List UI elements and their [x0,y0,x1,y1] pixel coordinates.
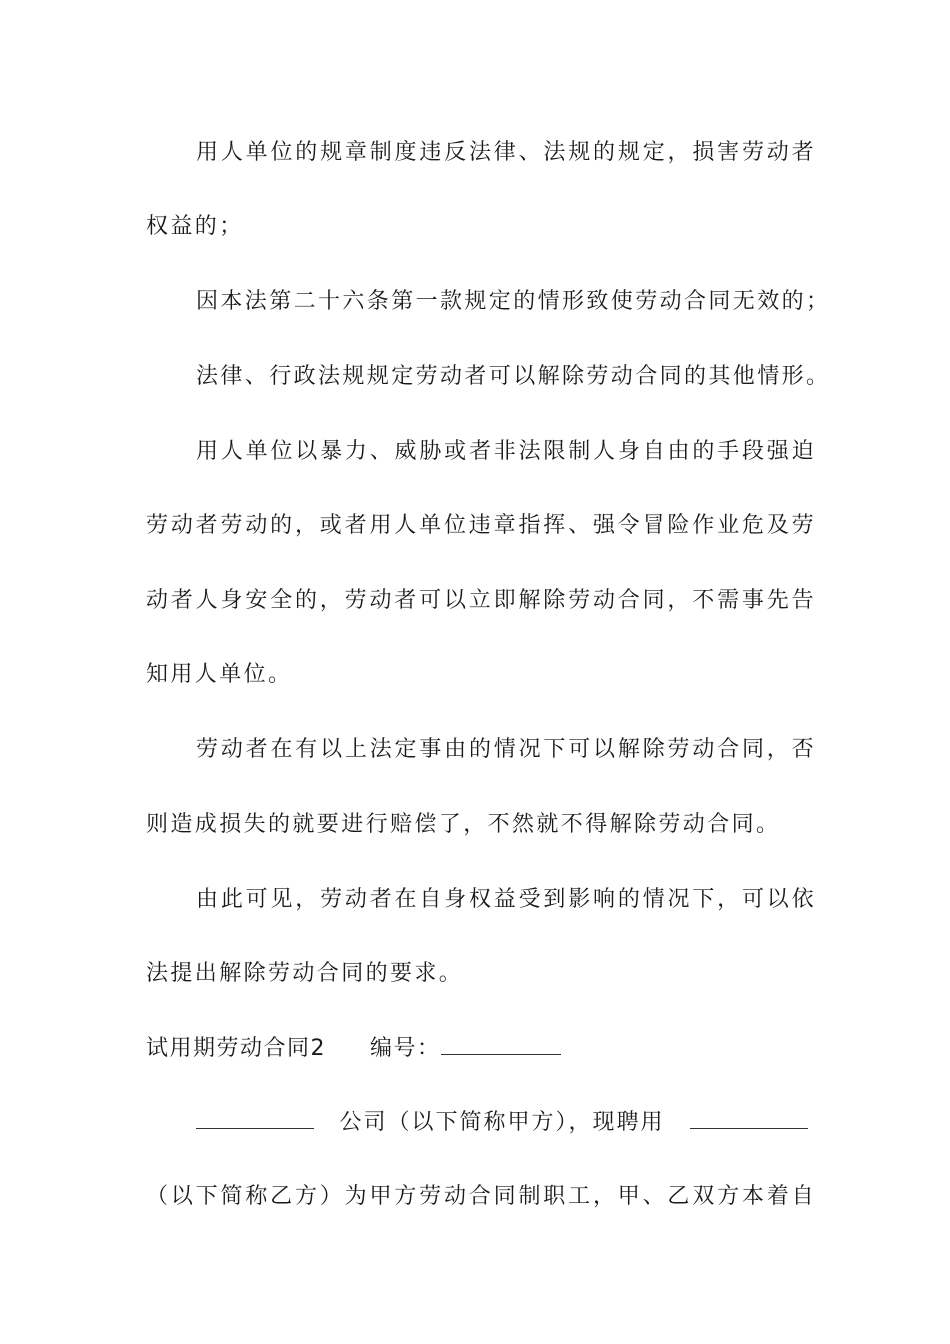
paragraph-4-line-4: 知用人单位。 [146,662,293,687]
paragraph-2-line-1: 因本法第二十六条第一款规定的情形致使劳动合同无效的； [196,289,831,314]
paragraph-3-line-1: 法律、行政法规规定劳动者可以解除劳动合同的其他情形。 [196,364,831,389]
contract-intro-line-1 [196,1108,808,1138]
contract-number-label: 编号： [370,1036,441,1061]
company-text: 公司（以下简称甲方），现聘用 [339,1110,665,1135]
paragraph-5-line-1: 劳动者在有以上法定事由的情况下可以解除劳动合同，否 [196,737,816,762]
contract-title: 试用期劳动合同2 [146,1036,326,1061]
company-name-blank [196,1108,314,1129]
paragraph-6-line-1: 由此可见，劳动者在自身权益受到影响的情况下，可以依 [196,887,816,912]
contract-intro-line-2: （以下简称乙方）为甲方劳动合同制职工，甲、乙双方本着自 [146,1184,816,1209]
paragraph-4-line-3: 动者人身安全的，劳动者可以立即解除劳动合同，不需事先告 [146,588,816,613]
employee-name-blank [690,1108,808,1129]
paragraph-4-line-1: 用人单位以暴力、威胁或者非法限制人身自由的手段强迫 [196,439,816,464]
contract-number-blank [441,1034,561,1055]
paragraph-6-line-2: 法提出解除劳动合同的要求。 [146,961,464,986]
paragraph-4-line-2: 劳动者劳动的，或者用人单位违章指挥、强令冒险作业危及劳 [146,513,816,538]
contract-header [146,1034,561,1064]
paragraph-1-line-1: 用人单位的规章制度违反法律、法规的规定，损害劳动者 [196,140,816,165]
paragraph-1-line-2: 权益的； [146,214,244,239]
paragraph-5-line-2: 则造成损失的就要进行赔偿了，不然就不得解除劳动合同。 [146,812,781,837]
